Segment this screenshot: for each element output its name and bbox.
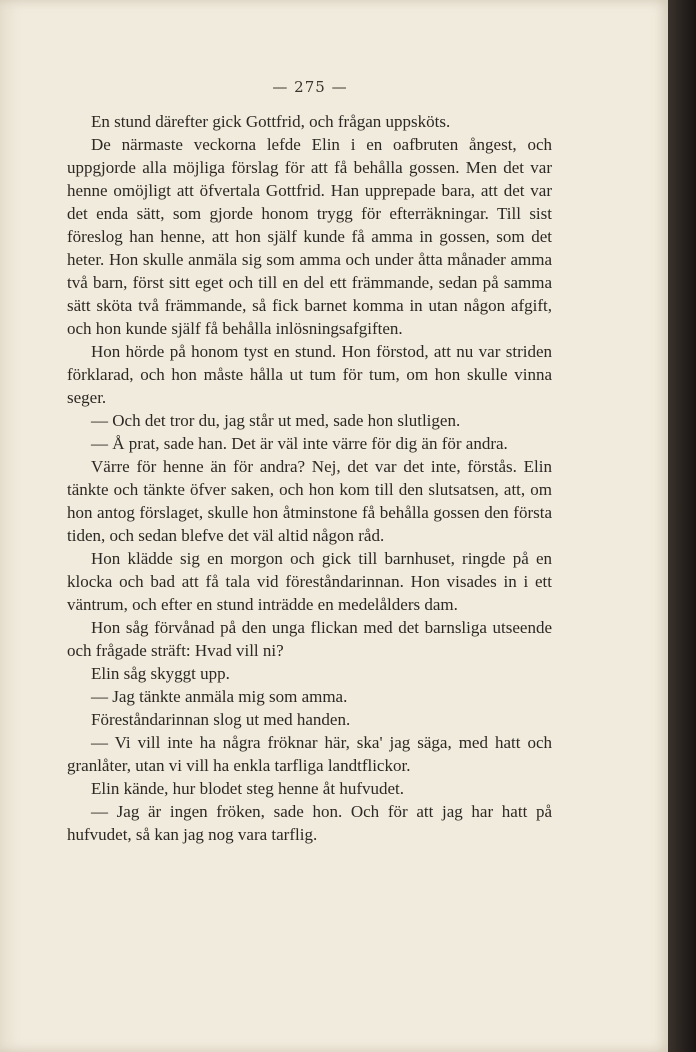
paragraph: — Vi vill inte ha några fröknar här, ska' jag säga, med hatt och granlåter, utan vi vill ha enkla tarfliga landtflickor. (67, 733, 552, 775)
paragraph: Elin kände, hur blodet steg henne åt hufvudet. (91, 779, 404, 798)
body-text (67, 110, 552, 846)
paragraph: De närmaste veckorna lefde Elin i en oafbruten ångest, och uppgjorde alla möjliga förslag för att få behålla gossen. Men det var henne omöjligt att öfvertala Gottfrid. Han upprepade bara, att det var det enda sätt, som gjorde honom trygg för efterräkningar. Till sist föreslog han henne, att hon själf kunde få amma in gossen, som det heter. Hon skulle anmäla sig som amma och under åtta månader amma två barn, först sitt eget och till en del ett främmande, sedan på samma sätt sköta två främmande, så fick barnet komma in utan någon afgift, och hon kunde själf få behålla inlösningsafgiften. (67, 135, 552, 338)
paragraph: Värre för henne än för andra? Nej, det var det inte, förstås. Elin tänkte och tänkte öfver saken, och hon kom till den slutsatsen, att, om hon antog förslaget, skulle hon åtminstone få behålla gossen den första tiden, och sedan blefve det väl altid någon råd. (67, 457, 552, 545)
paragraph: — Och det tror du, jag står ut med, sade hon slutligen. (91, 411, 461, 430)
paragraph: Hon klädde sig en morgon och gick till barnhuset, ringde på en klocka och bad att få tala vid föreståndarinnan. Hon visades in i ett väntrum, och efter en stund inträdde en medelålders dam. (67, 549, 552, 614)
paragraph: Hon hörde på honom tyst en stund. Hon förstod, att nu var striden förklarad, och hon måste hålla ut tum för tum, om hon skulle vinna seger. (67, 342, 552, 407)
paragraph: — Jag är ingen fröken, sade hon. Och för att jag har hatt på hufvudet, så kan jag nog vara tarflig. (67, 802, 552, 844)
page-number: — 275 — (272, 78, 348, 96)
paragraph: Hon såg förvånad på den unga flickan med det barnsliga utseende och frågade sträft: Hvad vill ni? (67, 618, 552, 660)
book-binding-edge (668, 0, 696, 1052)
paragraph: Föreståndarinnan slog ut med handen. (91, 710, 351, 729)
paragraph: — Jag tänkte anmäla mig som amma. (91, 687, 348, 706)
paragraph: — Å prat, sade han. Det är väl inte värre för dig än för andra. (91, 434, 508, 453)
paragraph: Elin såg skyggt upp. (91, 664, 230, 683)
paragraph: En stund därefter gick Gottfrid, och frågan uppsköts. (91, 112, 451, 131)
